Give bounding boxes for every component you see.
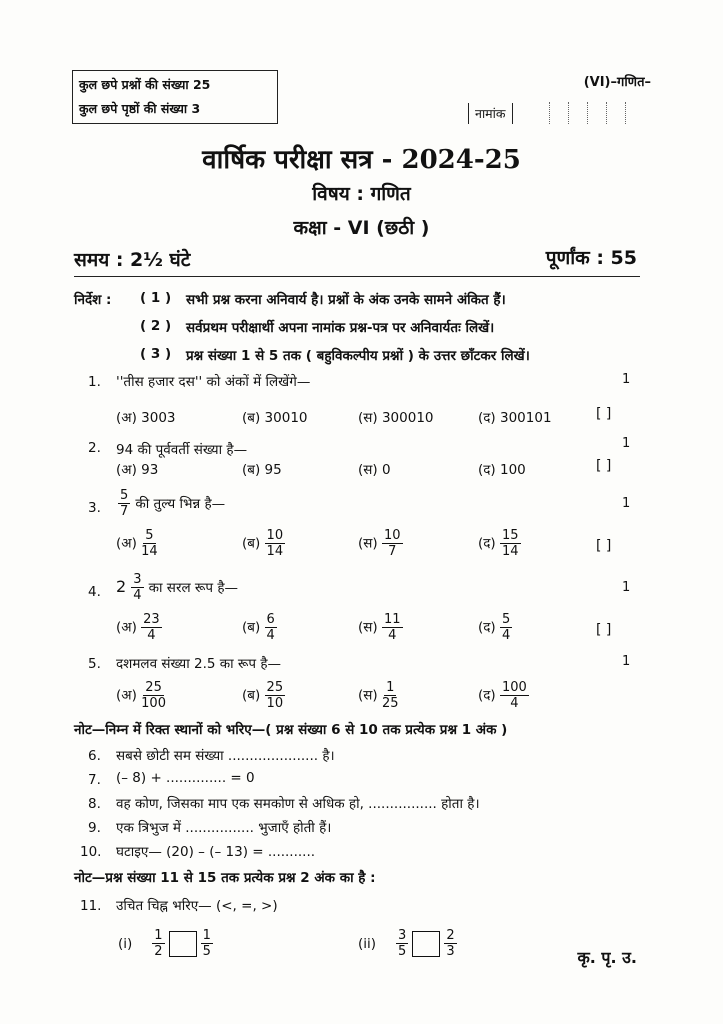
question-text: एक त्रिभुज में ................ भुजाएँ होती हैं।	[116, 820, 332, 836]
option-fraction: $\frac{11}{4}$	[383, 612, 401, 643]
instruction-3-num: ( 3 )	[140, 346, 172, 362]
option-value: 300101	[500, 410, 552, 426]
maximum-marks: पूर्णांक : 55	[545, 247, 637, 269]
q11-part-ii	[358, 928, 457, 959]
part-label: (i)	[118, 935, 133, 952]
part-label: (ii)	[358, 935, 377, 952]
question-marks: 1	[622, 372, 631, 387]
printed-info-box	[72, 70, 278, 124]
option-label: (स)	[358, 687, 378, 704]
option-fraction: $\frac{15}{14}$	[502, 528, 519, 559]
option-label: (ब)	[242, 462, 261, 478]
question-marks: 1	[622, 580, 631, 595]
total-pages-text: कुल छपे पृष्ठों की संख्या 3	[79, 101, 201, 116]
fraction: $\frac{3}{4}$	[133, 572, 142, 603]
note-fill-blanks: नोट—निम्न में रिक्त स्थानों को भरिए—( प्रश्न संख्या 6 से 10 तक प्रत्येक प्रश्न 1 अंक )	[74, 722, 508, 738]
option-value: 30010	[264, 410, 308, 426]
question-marks: 1	[622, 654, 631, 669]
divider	[74, 276, 640, 277]
please-turn-over: कृ. पृ. उ.	[577, 948, 637, 967]
option-label: (ब)	[242, 687, 261, 704]
instruction-2-text: सर्वप्रथम परीक्षार्थी अपना नामांक प्रश्न-पत्र पर अनिवार्यतः लिखें।	[186, 320, 495, 336]
answer-bracket[interactable]: [ ]	[596, 538, 612, 554]
instruction-1-num: ( 1 )	[140, 290, 172, 306]
option-label: (अ)	[116, 619, 137, 636]
option-label: (द)	[478, 619, 496, 636]
question-text: दशमलव संख्या 2.5 का रूप है—	[116, 656, 282, 672]
option-label: (स)	[358, 462, 378, 478]
question-number: 6.	[88, 748, 101, 764]
question-text: उचित चिह्न भरिए— (<, =, >)	[116, 898, 278, 914]
time-allowed: समय : 2½ घंटे	[74, 249, 191, 271]
question-number: 10.	[80, 844, 102, 860]
option-fraction: $\frac{10}{7}$	[383, 528, 401, 559]
question-number: 5.	[88, 656, 101, 672]
question-text: घटाइए— (20) – (– 13) = ...........	[116, 844, 316, 860]
option-label: (द)	[478, 687, 496, 704]
instruction-3-text: प्रश्न संख्या 1 से 5 तक ( बहुविकल्पीय प्रश्नों ) के उत्तर छाँटकर लिखें।	[186, 348, 530, 364]
roll-number-cells	[531, 102, 626, 124]
option-label: (ब)	[242, 619, 261, 636]
question-text: का सरल रूप है—	[148, 580, 239, 596]
option-label: (द)	[478, 462, 496, 478]
answer-box[interactable]	[412, 931, 440, 957]
question-number: 1.	[88, 374, 101, 390]
question-number: 3.	[88, 500, 101, 516]
option-label: (ब)	[242, 535, 261, 552]
roll-number-field	[468, 100, 626, 126]
option-value: 0	[381, 462, 391, 478]
option-label: (स)	[358, 619, 378, 636]
option-label: (अ)	[116, 410, 137, 426]
option-fraction: $\frac{25}{100}$	[141, 680, 166, 711]
instruction-1-text: सभी प्रश्न करना अनिवार्य है। प्रश्नों के अंक उनके सामने अंकित हैं।	[186, 292, 506, 308]
fraction: $\frac{5}{7}$	[120, 488, 129, 519]
answer-bracket[interactable]: [ ]	[596, 458, 612, 474]
option-label: (अ)	[116, 687, 137, 704]
right-fraction: $\frac{1}{5}$	[202, 928, 211, 959]
question-number: 4.	[88, 584, 101, 600]
question-number: 9.	[88, 820, 101, 836]
class-line: कक्षा - VI (छठी )	[293, 217, 430, 239]
roll-number-label: नामांक	[468, 103, 513, 124]
answer-bracket[interactable]: [ ]	[596, 406, 612, 422]
option-label: (स)	[358, 535, 378, 552]
instructions-label: निर्देश :	[74, 292, 112, 308]
option-value: 3003	[141, 410, 176, 426]
question-number: 8.	[88, 796, 101, 812]
option-value: 95	[264, 462, 282, 478]
paper-code: (VI)–गणित–	[583, 75, 651, 90]
option-label: (अ)	[116, 462, 137, 478]
option-value: 100	[500, 462, 526, 478]
option-fraction: $\frac{5}{14}$	[141, 528, 158, 559]
option-fraction: $\frac{10}{14}$	[266, 528, 284, 559]
question-marks: 1	[622, 496, 631, 511]
whole-number: 2	[116, 577, 127, 596]
option-label: (द)	[478, 410, 496, 426]
question-text: (– 8) + .............. = 0	[116, 770, 255, 786]
question-text: सबसे छोटी सम संख्या ..................... है।	[116, 748, 335, 764]
q11-part-i	[118, 928, 213, 959]
note-two-marks: नोट—प्रश्न संख्या 11 से 15 तक प्रत्येक प्रश्न 2 अंक का है :	[74, 870, 376, 886]
option-fraction: $\frac{23}{4}$	[143, 612, 160, 643]
instruction-2-num: ( 2 )	[140, 318, 172, 334]
question-number: 2.	[88, 440, 101, 456]
question-text: 94 की पूर्ववर्ती संख्या है—	[116, 442, 248, 458]
option-fraction: $\frac{5}{4}$	[502, 612, 511, 643]
option-fraction: $\frac{100}{4}$	[502, 680, 527, 711]
option-label: (द)	[478, 535, 496, 552]
left-fraction: $\frac{3}{5}$	[398, 928, 407, 959]
exam-title: वार्षिक परीक्षा सत्र - 2024-25	[202, 145, 521, 175]
answer-bracket[interactable]: [ ]	[596, 622, 612, 638]
left-fraction: $\frac{1}{2}$	[154, 928, 163, 959]
question-text: की तुल्य भिन्न है—	[135, 496, 226, 512]
option-value: 93	[141, 462, 159, 478]
question-text: वह कोण, जिसका माप एक समकोण से अधिक हो, ................ होता है।	[116, 796, 480, 812]
question-text: ''तीस हजार दस'' को अंकों में लिखेंगे—	[116, 374, 311, 390]
option-label: (अ)	[116, 535, 137, 552]
question-number: 11.	[80, 898, 102, 914]
subject-line: विषय : गणित	[312, 183, 411, 205]
total-questions-text: कुल छपे प्रश्नों की संख्या 25	[79, 77, 211, 92]
option-fraction: $\frac{1}{25}$	[381, 680, 399, 711]
answer-box[interactable]	[169, 931, 197, 957]
option-fraction: $\frac{25}{10}$	[266, 680, 284, 711]
option-label: (स)	[358, 410, 378, 426]
option-label: (ब)	[242, 410, 261, 426]
question-marks: 1	[622, 436, 631, 451]
right-fraction: $\frac{2}{3}$	[446, 928, 455, 959]
option-value: 300010	[381, 410, 434, 426]
question-number: 7.	[88, 772, 101, 788]
option-fraction: $\frac{6}{4}$	[266, 612, 275, 643]
